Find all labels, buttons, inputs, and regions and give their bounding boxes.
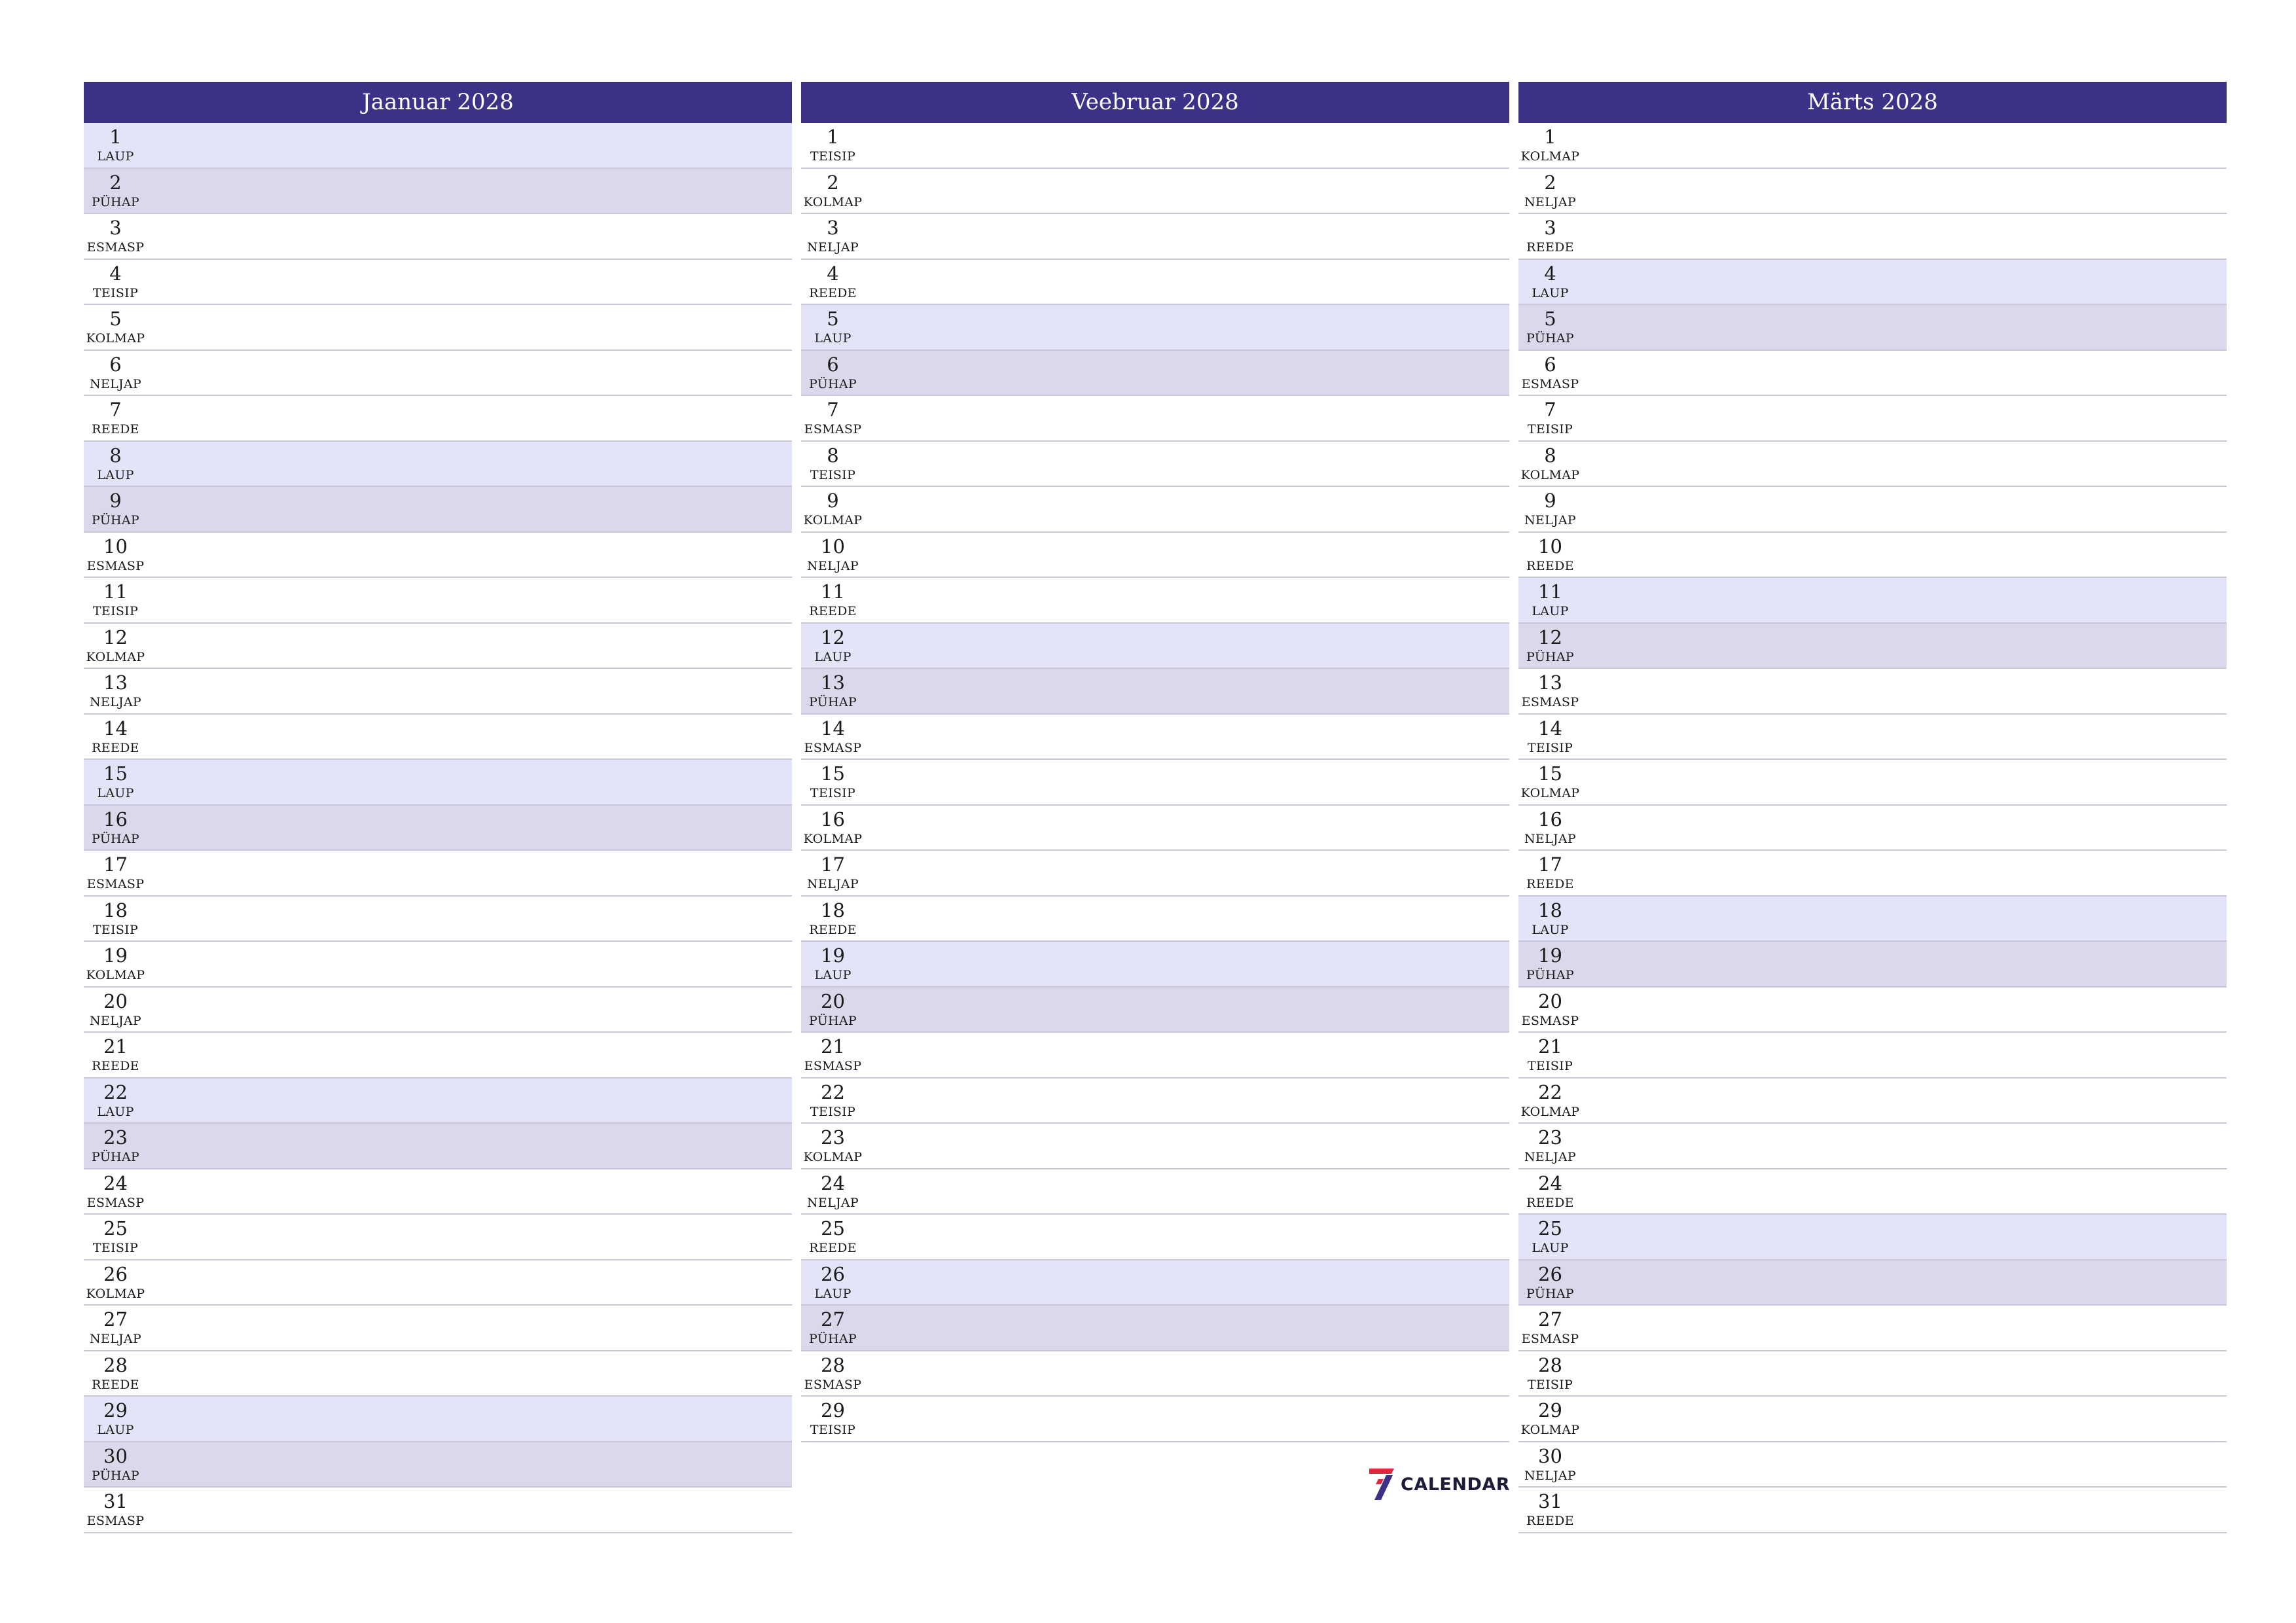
day-number: 29 (1538, 1399, 1562, 1421)
day-of-week: REEDE (92, 422, 139, 437)
day-of-week: REEDE (1526, 240, 1574, 255)
day-number: 13 (103, 671, 128, 694)
day-row (84, 942, 792, 988)
day-of-week: PÜHAP (808, 695, 857, 709)
day-of-week: KOLMAP (1520, 786, 1580, 800)
day-of-week: LAUP (97, 1104, 134, 1119)
day-row (84, 715, 792, 760)
day-of-week: REEDE (1526, 1195, 1574, 1210)
day-of-week: LAUP (814, 1286, 852, 1301)
day-number: 7 (827, 399, 839, 421)
day-row (801, 578, 1509, 624)
day-row (84, 1442, 792, 1488)
day-row (801, 669, 1509, 715)
day-row (84, 351, 792, 397)
day-of-week: LAUP (97, 1423, 134, 1437)
day-number: 16 (103, 808, 128, 830)
day-number: 26 (1538, 1262, 1562, 1285)
day-of-week: KOLMAP (803, 194, 863, 209)
day-list (84, 123, 792, 1533)
day-of-week: LAUP (97, 149, 134, 164)
day-number: 2 (1544, 171, 1556, 194)
calendar-logo[interactable] (1367, 1466, 1511, 1503)
day-of-week: TEISIP (1527, 422, 1573, 437)
day-number: 29 (103, 1399, 128, 1421)
day-row (84, 669, 792, 715)
day-row (801, 1124, 1509, 1169)
day-number: 12 (1538, 626, 1562, 649)
day-row (801, 305, 1509, 351)
day-number: 27 (1538, 1308, 1562, 1330)
day-number: 18 (1538, 899, 1562, 921)
day-of-week: PÜHAP (808, 1013, 857, 1028)
day-of-week: LAUP (814, 968, 852, 982)
day-of-week: ESMASP (1521, 1332, 1579, 1346)
day-row (801, 487, 1509, 533)
day-of-week: NELJAP (1524, 194, 1577, 209)
day-of-week: NELJAP (89, 376, 142, 391)
day-number: 18 (821, 899, 845, 921)
day-number: 9 (827, 490, 839, 512)
day-row (1518, 988, 2227, 1033)
day-of-week: PÜHAP (91, 1468, 140, 1483)
day-of-week: REEDE (1526, 1514, 1574, 1528)
day-row (801, 1397, 1509, 1442)
day-of-week: LAUP (814, 331, 852, 346)
day-of-week: TEISIP (810, 786, 856, 800)
day-row (84, 396, 792, 442)
day-row (84, 1488, 792, 1533)
day-of-week: KOLMAP (86, 331, 145, 346)
day-number: 9 (109, 490, 122, 512)
day-number: 24 (103, 1171, 128, 1194)
day-of-week: ESMASP (804, 740, 862, 755)
day-number: 3 (109, 217, 122, 239)
day-number: 9 (1544, 490, 1556, 512)
day-row (1518, 760, 2227, 806)
day-of-week: NELJAP (1524, 513, 1577, 527)
day-number: 23 (1538, 1126, 1562, 1149)
day-row (801, 1079, 1509, 1124)
day-row (84, 442, 792, 488)
day-row (1518, 305, 2227, 351)
day-number: 30 (1538, 1444, 1562, 1467)
day-row (801, 442, 1509, 488)
day-of-week: NELJAP (89, 695, 142, 709)
day-of-week: NELJAP (806, 1195, 859, 1210)
day-row (84, 1169, 792, 1215)
day-number: 5 (827, 308, 839, 330)
day-number: 20 (821, 990, 845, 1012)
day-of-week: KOLMAP (86, 968, 145, 982)
day-row (1518, 214, 2227, 260)
day-number: 10 (1538, 535, 1562, 558)
day-number: 19 (821, 944, 845, 967)
month-march (1518, 82, 2227, 1533)
day-of-week: PÜHAP (91, 194, 140, 209)
day-number: 16 (821, 808, 845, 830)
day-row (801, 851, 1509, 897)
day-of-week: ESMASP (1521, 376, 1579, 391)
day-number: 3 (1544, 217, 1556, 239)
day-row (84, 624, 792, 669)
day-row (1518, 442, 2227, 488)
day-of-week: ESMASP (804, 1377, 862, 1392)
day-of-week: PÜHAP (1526, 1286, 1575, 1301)
day-row (801, 533, 1509, 579)
day-number: 15 (103, 762, 128, 785)
day-of-week: ESMASP (86, 1195, 145, 1210)
day-number: 22 (103, 1080, 128, 1103)
day-of-week: LAUP (1532, 604, 1569, 618)
day-row (1518, 942, 2227, 988)
day-number: 26 (103, 1262, 128, 1285)
day-number: 1 (827, 126, 839, 148)
day-number: 27 (821, 1308, 845, 1330)
day-row (1518, 578, 2227, 624)
day-row (84, 806, 792, 851)
day-row (801, 806, 1509, 851)
day-row (801, 1260, 1509, 1306)
day-of-week: KOLMAP (1520, 1104, 1580, 1119)
day-row (84, 578, 792, 624)
day-of-week: KOLMAP (803, 513, 863, 527)
day-row (84, 1124, 792, 1169)
day-number: 31 (103, 1490, 128, 1512)
day-row (84, 1306, 792, 1351)
day-number: 1 (1544, 126, 1556, 148)
day-row (1518, 169, 2227, 215)
day-number: 14 (103, 717, 128, 740)
month-title: Märts 2028 (1518, 82, 2227, 123)
day-of-week: LAUP (97, 467, 134, 482)
day-of-week: ESMASP (86, 877, 145, 891)
day-row (84, 1260, 792, 1306)
day-of-week: ESMASP (804, 422, 862, 437)
day-of-week: ESMASP (86, 240, 145, 255)
day-number: 12 (821, 626, 845, 649)
day-row (801, 1306, 1509, 1351)
day-of-week: LAUP (814, 649, 852, 664)
day-of-week: REEDE (1526, 877, 1574, 891)
day-number: 25 (821, 1217, 845, 1240)
day-row (801, 715, 1509, 760)
day-row (1518, 806, 2227, 851)
day-number: 29 (821, 1399, 845, 1421)
day-row (801, 1351, 1509, 1397)
day-row (1518, 533, 2227, 579)
day-row (84, 305, 792, 351)
day-of-week: ESMASP (1521, 695, 1579, 709)
day-number: 31 (1538, 1490, 1562, 1512)
day-row (1518, 1488, 2227, 1533)
day-row (801, 169, 1509, 215)
day-number: 6 (109, 353, 122, 376)
day-of-week: KOLMAP (1520, 1423, 1580, 1437)
day-row (801, 942, 1509, 988)
day-of-week: ESMASP (86, 1514, 145, 1528)
day-row (801, 1033, 1509, 1079)
day-of-week: PÜHAP (1526, 649, 1575, 664)
day-number: 21 (821, 1035, 845, 1058)
day-of-week: LAUP (97, 786, 134, 800)
day-number: 2 (109, 171, 122, 194)
day-number: 11 (103, 580, 128, 603)
day-of-week: PÜHAP (1526, 968, 1575, 982)
day-row (84, 214, 792, 260)
day-row (801, 214, 1509, 260)
day-of-week: KOLMAP (1520, 467, 1580, 482)
day-row (801, 624, 1509, 669)
day-row (1518, 1124, 2227, 1169)
day-row (84, 1079, 792, 1124)
day-row (1518, 1260, 2227, 1306)
day-number: 16 (1538, 808, 1562, 830)
day-of-week: NELJAP (1524, 1150, 1577, 1164)
day-of-week: NELJAP (89, 1332, 142, 1346)
day-of-week: LAUP (1532, 922, 1569, 937)
day-number: 24 (1538, 1171, 1562, 1194)
day-number: 15 (1538, 762, 1562, 785)
day-of-week: TEISIP (810, 1423, 856, 1437)
day-number: 27 (103, 1308, 128, 1330)
day-row (84, 123, 792, 169)
day-number: 26 (821, 1262, 845, 1285)
day-number: 8 (109, 444, 122, 467)
day-row (1518, 1169, 2227, 1215)
day-number: 18 (103, 899, 128, 921)
day-number: 17 (821, 853, 845, 876)
day-of-week: REEDE (809, 285, 857, 300)
day-number: 10 (821, 535, 845, 558)
day-row (84, 533, 792, 579)
day-row (1518, 1306, 2227, 1351)
day-number: 8 (1544, 444, 1556, 467)
day-number: 24 (821, 1171, 845, 1194)
day-of-week: REEDE (92, 1059, 139, 1073)
day-number: 13 (1538, 671, 1562, 694)
day-number: 11 (821, 580, 845, 603)
day-of-week: TEISIP (1527, 740, 1573, 755)
day-of-week: NELJAP (1524, 1468, 1577, 1483)
day-row (801, 988, 1509, 1033)
day-of-week: NELJAP (806, 877, 859, 891)
day-number: 1 (109, 126, 122, 148)
day-number: 17 (1538, 853, 1562, 876)
month-january (84, 82, 792, 1533)
day-number: 19 (1538, 944, 1562, 967)
day-of-week: NELJAP (806, 558, 859, 573)
day-of-week: KOLMAP (803, 1150, 863, 1164)
day-row (1518, 1397, 2227, 1442)
day-of-week: TEISIP (810, 1104, 856, 1119)
day-number: 25 (103, 1217, 128, 1240)
day-number: 22 (1538, 1080, 1562, 1103)
month-title: Jaanuar 2028 (84, 82, 792, 123)
day-of-week: KOLMAP (86, 649, 145, 664)
day-row (801, 123, 1509, 169)
day-of-week: REEDE (809, 922, 857, 937)
day-row (1518, 1079, 2227, 1124)
day-number: 3 (827, 217, 839, 239)
day-of-week: ESMASP (804, 1059, 862, 1073)
logo-brand-text: CALENDAR (1401, 1474, 1511, 1495)
day-row (84, 487, 792, 533)
day-row (84, 988, 792, 1033)
day-number: 14 (1538, 717, 1562, 740)
day-row (1518, 851, 2227, 897)
day-row (1518, 669, 2227, 715)
day-row (1518, 715, 2227, 760)
day-of-week: REEDE (1526, 558, 1574, 573)
day-of-week: ESMASP (1521, 1013, 1579, 1028)
day-row (84, 169, 792, 215)
day-of-week: KOLMAP (803, 831, 863, 846)
day-number: 30 (103, 1444, 128, 1467)
day-number: 28 (821, 1353, 845, 1376)
day-row (1518, 260, 2227, 306)
day-of-week: TEISIP (92, 285, 139, 300)
day-row (801, 760, 1509, 806)
day-number: 7 (1544, 399, 1556, 421)
day-row (84, 1351, 792, 1397)
day-number: 6 (1544, 353, 1556, 376)
day-row (801, 396, 1509, 442)
day-row (1518, 396, 2227, 442)
day-of-week: NELJAP (1524, 831, 1577, 846)
day-number: 4 (109, 262, 122, 285)
day-row (1518, 1351, 2227, 1397)
day-row (1518, 1442, 2227, 1488)
day-of-week: PÜHAP (91, 513, 140, 527)
day-number: 21 (1538, 1035, 1562, 1058)
day-number: 22 (821, 1080, 845, 1103)
day-number: 20 (1538, 990, 1562, 1012)
day-row (84, 1397, 792, 1442)
day-of-week: NELJAP (89, 1013, 142, 1028)
day-number: 11 (1538, 580, 1562, 603)
day-row (801, 897, 1509, 942)
day-of-week: KOLMAP (86, 1286, 145, 1301)
day-number: 5 (1544, 308, 1556, 330)
month-title: Veebruar 2028 (801, 82, 1509, 123)
day-of-week: PÜHAP (91, 1150, 140, 1164)
day-number: 14 (821, 717, 845, 740)
day-row (1518, 123, 2227, 169)
day-number: 10 (103, 535, 128, 558)
day-row (1518, 624, 2227, 669)
seven-logo-icon (1367, 1466, 1397, 1503)
day-of-week: TEISIP (1527, 1377, 1573, 1392)
day-of-week: PÜHAP (91, 831, 140, 846)
day-list (801, 123, 1509, 1442)
day-number: 2 (827, 171, 839, 194)
day-row (84, 1215, 792, 1260)
day-number: 4 (1544, 262, 1556, 285)
day-of-week: REEDE (92, 1377, 139, 1392)
day-row (1518, 897, 2227, 942)
day-row (1518, 487, 2227, 533)
day-number: 25 (1538, 1217, 1562, 1240)
day-of-week: LAUP (1532, 1241, 1569, 1255)
day-number: 12 (103, 626, 128, 649)
day-of-week: ESMASP (86, 558, 145, 573)
day-number: 23 (821, 1126, 845, 1149)
day-number: 8 (827, 444, 839, 467)
day-number: 5 (109, 308, 122, 330)
day-row (84, 260, 792, 306)
month-february (801, 82, 1509, 1442)
day-of-week: TEISIP (1527, 1059, 1573, 1073)
day-row (801, 260, 1509, 306)
day-row (84, 1033, 792, 1079)
day-number: 19 (103, 944, 128, 967)
day-number: 28 (103, 1353, 128, 1376)
day-number: 23 (103, 1126, 128, 1149)
day-of-week: REEDE (809, 604, 857, 618)
day-of-week: PÜHAP (1526, 331, 1575, 346)
day-number: 7 (109, 399, 122, 421)
day-number: 15 (821, 762, 845, 785)
day-row (84, 760, 792, 806)
day-number: 21 (103, 1035, 128, 1058)
day-of-week: LAUP (1532, 285, 1569, 300)
day-row (84, 851, 792, 897)
day-number: 28 (1538, 1353, 1562, 1376)
day-row (801, 1215, 1509, 1260)
day-list (1518, 123, 2227, 1533)
day-of-week: KOLMAP (1520, 149, 1580, 164)
day-row (801, 1169, 1509, 1215)
day-of-week: TEISIP (92, 922, 139, 937)
day-of-week: NELJAP (806, 240, 859, 255)
day-number: 6 (827, 353, 839, 376)
day-of-week: REEDE (809, 1241, 857, 1255)
day-number: 4 (827, 262, 839, 285)
day-of-week: REEDE (92, 740, 139, 755)
day-number: 20 (103, 990, 128, 1012)
day-of-week: PÜHAP (808, 376, 857, 391)
day-row (801, 351, 1509, 397)
day-of-week: PÜHAP (808, 1332, 857, 1346)
day-of-week: TEISIP (810, 467, 856, 482)
day-row (84, 897, 792, 942)
day-of-week: TEISIP (92, 604, 139, 618)
day-row (1518, 1033, 2227, 1079)
day-of-week: TEISIP (810, 149, 856, 164)
day-row (1518, 351, 2227, 397)
day-of-week: TEISIP (92, 1241, 139, 1255)
day-number: 17 (103, 853, 128, 876)
day-number: 13 (821, 671, 845, 694)
day-row (1518, 1215, 2227, 1260)
